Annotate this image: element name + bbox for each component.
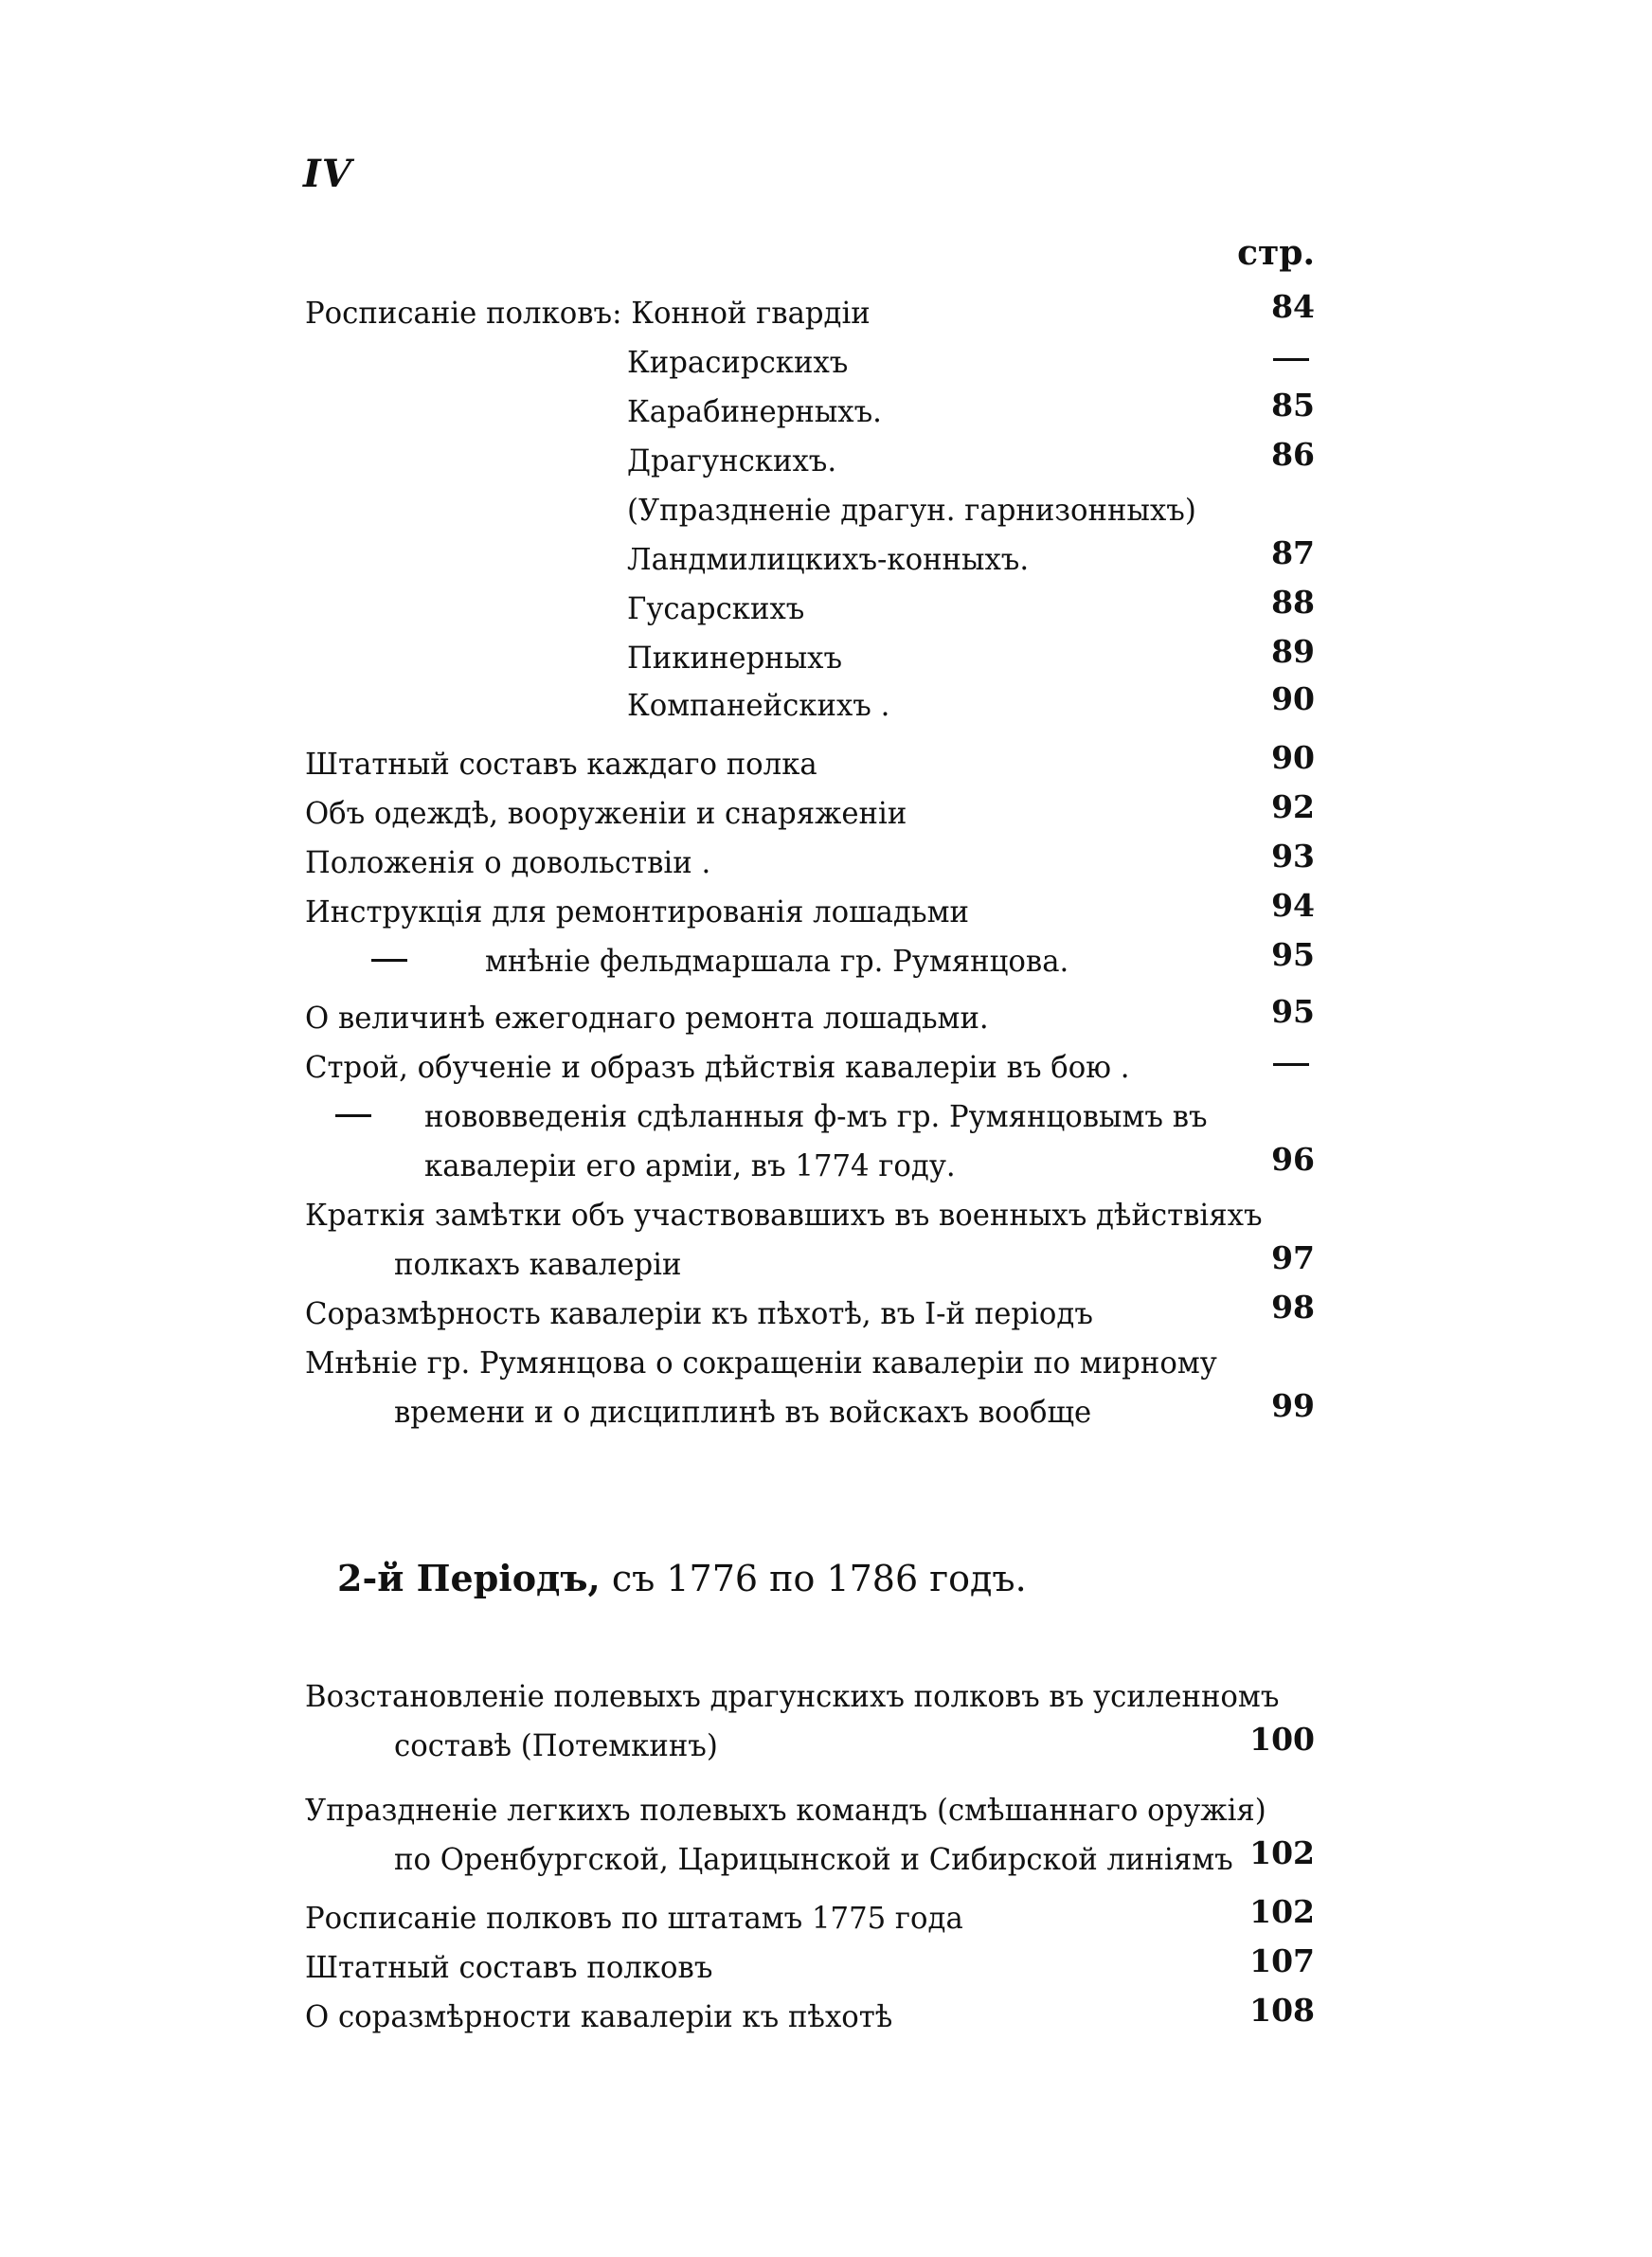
toc-entry-page: 85 (1271, 387, 1315, 424)
toc-entry-page: 108 (1249, 1992, 1315, 2029)
toc-entry-page: 107 (1249, 1942, 1315, 1979)
toc-entry-text: Штатный составъ каждаго полка (305, 746, 817, 782)
period-heading (337, 1558, 1027, 1599)
ditto-dash (335, 1114, 371, 1117)
toc-entry-page: 96 (1271, 1141, 1315, 1178)
toc-entry-text: Росписаніе полковъ: Конной гвардіи (305, 295, 871, 331)
toc-entry-page: 94 (1271, 887, 1315, 924)
toc-entry-text: Упраздненіе легкихъ полевыхъ командъ (смѣшаннаго оружія) (305, 1792, 1266, 1828)
period-heading-rest: съ 1776 по 1786 годъ. (611, 1558, 1027, 1599)
toc-entry-page: 102 (1249, 1834, 1315, 1871)
toc-entry-page: 100 (1249, 1721, 1315, 1758)
toc-entry-page: 89 (1271, 633, 1315, 670)
toc-entry-text: О соразмѣрности кавалеріи къ пѣхотѣ (305, 1998, 893, 2034)
toc-entry-text: Гусарскихъ (627, 590, 805, 626)
ditto-dash (1273, 1063, 1309, 1066)
toc-entry-page: 92 (1271, 788, 1315, 825)
toc-entry-page: 98 (1271, 1289, 1315, 1326)
toc-entry-text: полкахъ кавалеріи (394, 1246, 682, 1282)
toc-entry-text: по Оренбургской, Царицынской и Сибирской линіямъ (394, 1841, 1233, 1877)
toc-entry-page: 90 (1271, 739, 1315, 776)
toc-entry-text: мнѣніе фельдмаршала гр. Румянцова. (485, 943, 1069, 979)
toc-entry-text: кавалеріи его арміи, въ 1774 году. (424, 1147, 956, 1183)
ditto-dash (1273, 358, 1309, 361)
toc-entry-page: 97 (1271, 1239, 1315, 1276)
toc-entry-text: Ландмилицкихъ-конныхъ. (627, 541, 1030, 577)
toc-entry-text: времени и о дисциплинѣ въ войскахъ вообще (394, 1394, 1092, 1430)
toc-entry-text: Драгунскихъ. (627, 442, 837, 478)
toc-entry-text: Возстановленіе полевыхъ драгунскихъ полковъ въ усиленномъ (305, 1678, 1280, 1714)
toc-entry-text: Штатный составъ полковъ (305, 1949, 713, 1985)
toc-entry-text: Краткія замѣтки объ участвовавшихъ въ военныхъ дѣйствіяхъ (305, 1197, 1263, 1233)
toc-entry-page: 90 (1271, 680, 1315, 717)
toc-entry-page: 84 (1271, 288, 1315, 325)
toc-entry-text: Соразмѣрность кавалеріи къ пѣхотѣ, въ I-й періодъ (305, 1295, 1093, 1331)
toc-entry-text: Пикинерныхъ (627, 640, 843, 676)
toc-entry-text: Кирасирскихъ (627, 344, 849, 380)
toc-entry-page: 86 (1271, 436, 1315, 473)
toc-entry-text: (Упраздненіе драгун. гарнизонныхъ) (627, 492, 1196, 528)
toc-entry-page: 99 (1271, 1387, 1315, 1424)
pages-column-header: стр. (1237, 233, 1315, 273)
toc-entry-text: составѣ (Потемкинъ) (394, 1727, 718, 1763)
toc-entry-text: нововведенія сдѣланныя ф-мъ гр. Румянцовымъ въ (424, 1098, 1208, 1134)
toc-entry-page: 102 (1249, 1893, 1315, 1930)
toc-entry-text: Карабинерныхъ. (627, 393, 882, 429)
toc-entry-page: 95 (1271, 936, 1315, 973)
toc-entry-text: Положенія о довольствіи . (305, 844, 711, 880)
ditto-dash (371, 959, 407, 962)
toc-entry-page: 93 (1271, 838, 1315, 875)
period-heading-bold: 2-й Періодъ, (337, 1557, 601, 1599)
toc-entry-text: Росписаніе полковъ по штатамъ 1775 года (305, 1900, 963, 1936)
toc-entry-page: 95 (1271, 993, 1315, 1030)
toc-entry-text: Инструкція для ремонтированія лошадьми (305, 894, 969, 930)
page-number: IV (303, 152, 352, 196)
toc-entry-text: О величинѣ ежегоднаго ремонта лошадьми. (305, 1000, 989, 1036)
toc-entry-text: Объ одеждѣ, вооруженіи и снаряженіи (305, 795, 907, 831)
toc-entry-text: Компанейскихъ . (627, 687, 890, 723)
toc-entry-page: 88 (1271, 584, 1315, 621)
toc-entry-text: Мнѣніе гр. Румянцова о сокращеніи кавалеріи по мирному (305, 1345, 1217, 1381)
toc-entry-text: Строй, обученіе и образъ дѣйствія кавалеріи въ бою . (305, 1049, 1130, 1085)
toc-entry-page: 87 (1271, 534, 1315, 571)
